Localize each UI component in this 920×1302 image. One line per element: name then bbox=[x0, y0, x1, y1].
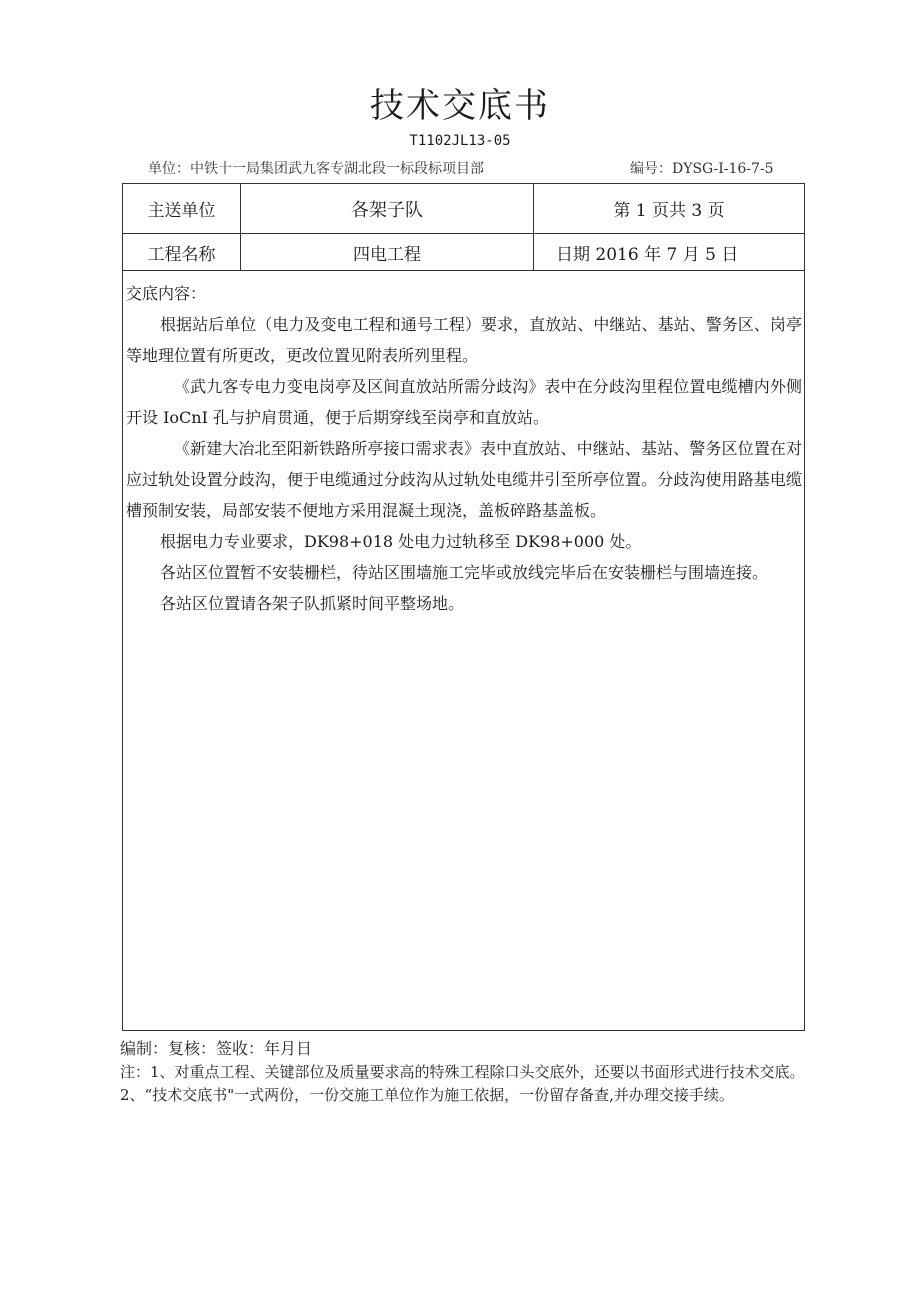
document-title: 技术交底书 bbox=[370, 86, 550, 126]
paragraph: 根据站后单位（电力及变电工程和通号工程）要求，直放站、中继站、基站、警务区、岗亭等地理位置有所更改，更改位置见附表所列里程。 bbox=[126, 315, 802, 365]
content-label: 交底内容： bbox=[126, 284, 207, 303]
paragraph: 《武九客专电力变电岗亭及区间直放站所需分歧沟》表中在分歧沟里程位置电缆槽内外侧开设 IoCnI 孔与护肩贯通，便于后期穿线至岗亭和直放站。 bbox=[126, 377, 802, 427]
unit-line: 单位：中铁十一局集团武九客专湖北段一标段标项目部 bbox=[148, 161, 484, 177]
signature-line: 编制：复核：签收：年月日 bbox=[120, 1039, 313, 1058]
recipient-label: 主送单位 bbox=[147, 201, 216, 221]
date-field: 日期 2016 年 7 月 5 日 bbox=[556, 244, 739, 265]
recipient-value: 各架子队 bbox=[351, 199, 423, 221]
paragraph: 《新建大冶北至阳新铁路所亭接口需求表》表中直放站、中继站、基站、警务区位置在对应过轨处设置分歧沟，便于电缆通过分歧沟从过轨处电缆井引至所亭位置。分歧沟使用路基电缆槽预制安装，局部安装不便地方采用混凝土现浇，盖板碎路基盖板。 bbox=[126, 439, 802, 520]
document-code: T1102JL13-05 bbox=[409, 133, 511, 149]
project-name-value: 四电工程 bbox=[353, 244, 421, 265]
note-2: 2、“技术交底书"一式两份，一份交施工单位作为施工依据，一份留存备查,并办理交接手续。 bbox=[120, 1086, 734, 1104]
form-table bbox=[122, 183, 805, 1031]
paragraph: 各站区位置请各架子队抓紧时间平整场地。 bbox=[160, 594, 465, 613]
content-body bbox=[126, 309, 802, 619]
note-1: 注：1、对重点工程、关键部位及质量要求高的特殊工程除口头交底外，还要以书面形式进行技术交底。 bbox=[120, 1063, 805, 1081]
row-divider-2 bbox=[123, 270, 804, 271]
paragraph: 各站区位置暂不安装栅栏，待站区围墙施工完毕或放线完毕后在安装栅栏与围墙连接。 bbox=[160, 563, 769, 582]
project-name-label: 工程名称 bbox=[147, 244, 216, 265]
page-indicator: 第 1 页共 3 页 bbox=[613, 201, 725, 221]
document-number: 编号：DYSG-I-16-7-5 bbox=[630, 161, 774, 177]
paragraph: 根据电力专业要求，DK98+018 处电力过轨移至 DK98+000 处。 bbox=[160, 532, 642, 551]
